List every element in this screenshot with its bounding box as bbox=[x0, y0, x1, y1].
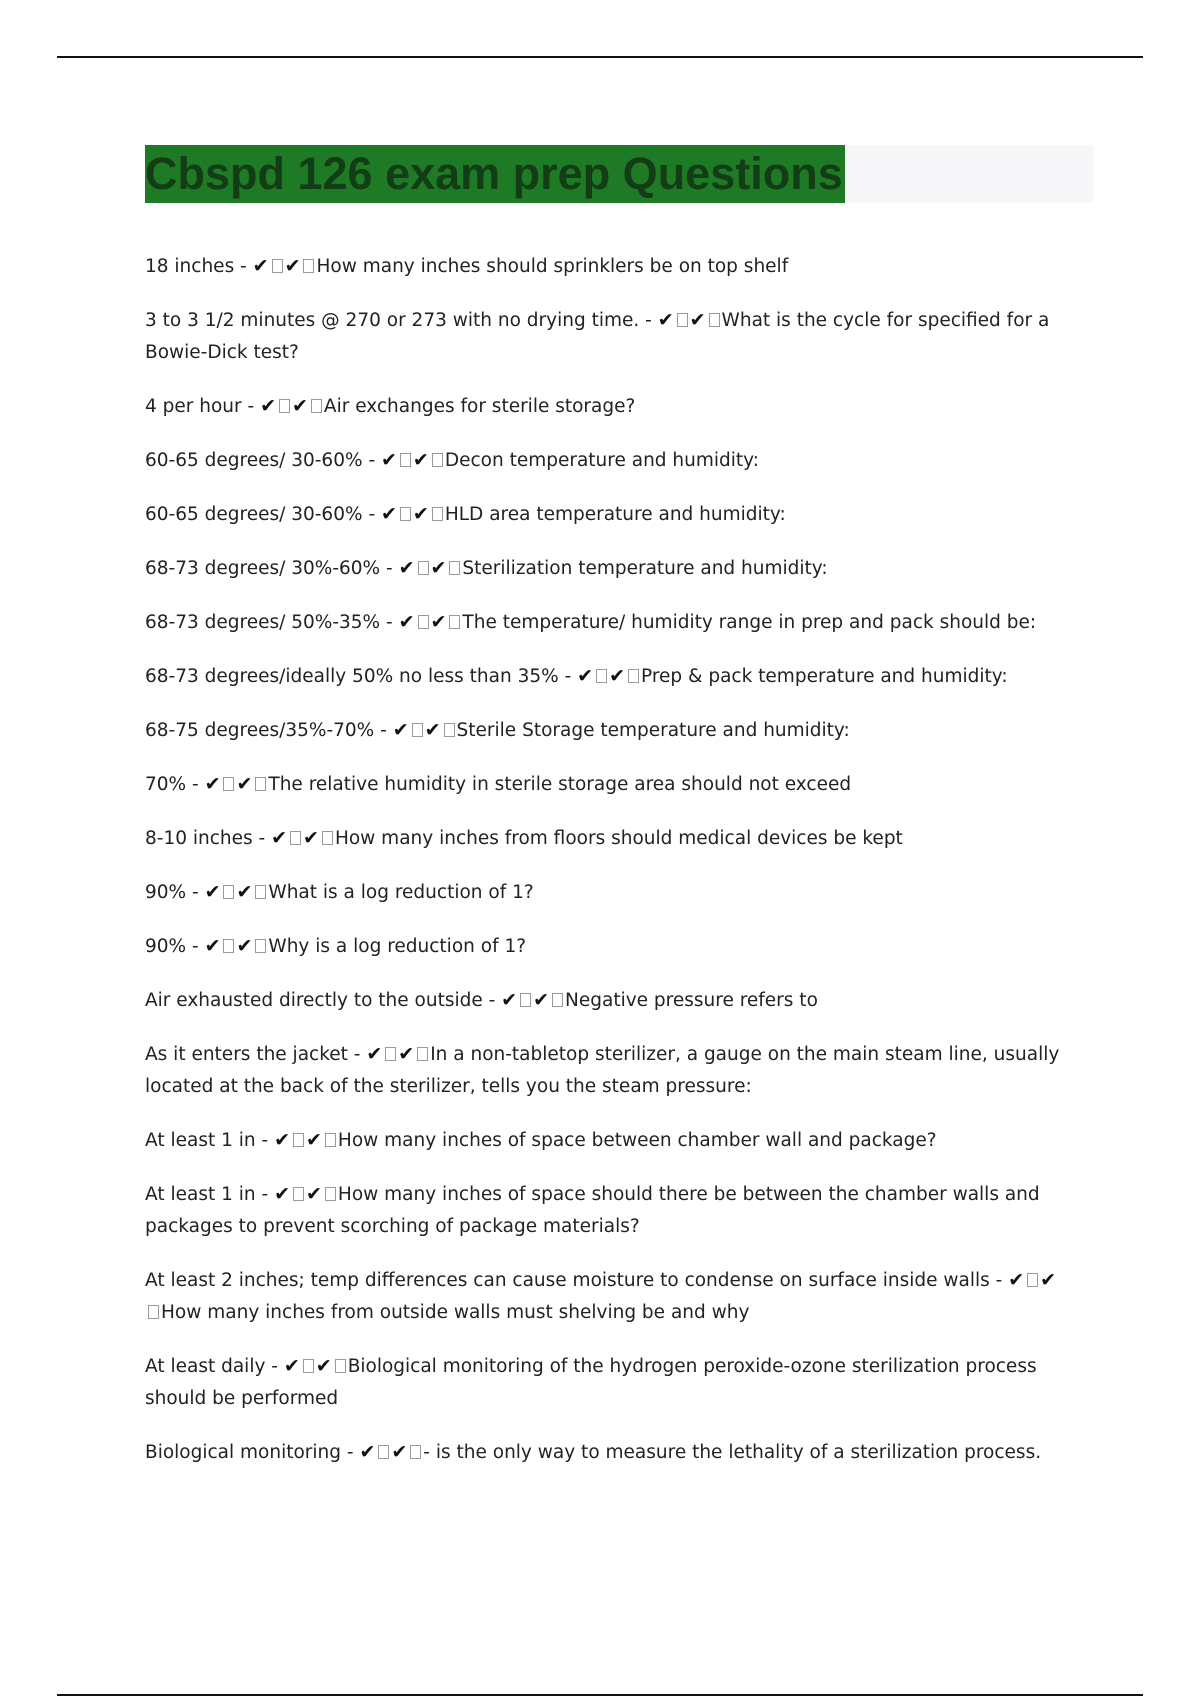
box-icon bbox=[418, 561, 429, 575]
box-icon bbox=[677, 313, 688, 327]
answer-text: Biological monitoring bbox=[145, 1442, 342, 1463]
check-icon: ✔ bbox=[412, 449, 429, 471]
answer-text: At least 2 inches; temp differences can cause moisture to condense on surface inside walls bbox=[145, 1270, 990, 1291]
box-icon bbox=[417, 1047, 428, 1061]
answer-text: 68-73 degrees/ 50%-35% bbox=[145, 612, 381, 633]
check-icon: ✔ bbox=[274, 1183, 290, 1205]
box-icon bbox=[325, 1187, 336, 1201]
box-icon bbox=[293, 1133, 304, 1147]
question-text: HLD area temperature and humidity: bbox=[444, 504, 786, 525]
qa-item bbox=[145, 660, 1060, 693]
check-icon: ✔ bbox=[274, 1129, 290, 1151]
separator: - bbox=[374, 720, 393, 741]
box-icon bbox=[279, 399, 290, 413]
box-icon bbox=[290, 831, 301, 845]
question-text: Sterilization temperature and humidity: bbox=[462, 558, 828, 579]
question-text: Why is a log reduction of 1? bbox=[268, 936, 527, 957]
check-icon: ✔ bbox=[204, 773, 221, 795]
separator: - bbox=[558, 666, 578, 687]
separator: - bbox=[255, 1130, 275, 1151]
question-text: What is a log reduction of 1? bbox=[268, 882, 534, 903]
answer-text: 4 per hour bbox=[145, 396, 242, 417]
check-icon: ✔ bbox=[305, 1183, 322, 1205]
check-icon: ✔ bbox=[236, 935, 253, 957]
answer-text: 68-75 degrees/35%-70% bbox=[145, 720, 375, 741]
box-icon bbox=[272, 259, 283, 273]
separator: - bbox=[380, 612, 399, 633]
separator: - bbox=[989, 1270, 1009, 1291]
box-icon bbox=[552, 993, 563, 1007]
qa-item bbox=[145, 984, 1060, 1017]
answer-text: At least 1 in bbox=[145, 1130, 256, 1151]
separator: - bbox=[341, 1442, 360, 1463]
check-icon: ✔ bbox=[284, 255, 301, 277]
check-icon: ✔ bbox=[204, 881, 221, 903]
answer-text: 60-65 degrees/ 30-60% bbox=[145, 504, 363, 525]
box-icon bbox=[293, 1187, 304, 1201]
question-text: The relative humidity in sterile storage area should not exceed bbox=[268, 774, 852, 795]
separator: - bbox=[265, 1356, 284, 1377]
question-text: Biological monitoring of the hydrogen peroxide-ozone sterilization process should be performed bbox=[145, 1356, 1037, 1409]
question-text: How many inches of space should there be between the chamber walls and packages to prevent scorching of package materials? bbox=[145, 1184, 1040, 1237]
question-text: Air exchanges for sterile storage? bbox=[323, 396, 636, 417]
box-icon bbox=[385, 1047, 396, 1061]
check-icon: ✔ bbox=[501, 989, 518, 1011]
separator: - bbox=[362, 450, 381, 471]
question-text: The temperature/ humidity range in prep and pack should be: bbox=[462, 612, 1037, 633]
check-icon: ✔ bbox=[366, 1043, 383, 1065]
box-icon bbox=[418, 615, 429, 629]
box-icon bbox=[255, 885, 266, 899]
check-icon: ✔ bbox=[430, 557, 447, 579]
question-text: How many inches should sprinklers be on top shelf bbox=[316, 256, 789, 277]
answer-text: 90% bbox=[145, 882, 187, 903]
check-icon: ✔ bbox=[315, 1355, 332, 1377]
separator: - bbox=[255, 1184, 275, 1205]
check-icon: ✔ bbox=[657, 309, 674, 331]
separator: - bbox=[482, 990, 502, 1011]
check-icon: ✔ bbox=[412, 503, 429, 525]
separator: - bbox=[380, 558, 399, 579]
check-icon: ✔ bbox=[689, 309, 706, 331]
box-icon bbox=[1027, 1273, 1038, 1287]
qa-item bbox=[145, 1124, 1060, 1157]
qa-item bbox=[145, 304, 1060, 369]
box-icon bbox=[325, 1133, 336, 1147]
bottom-rule bbox=[57, 1694, 1143, 1696]
qa-item bbox=[145, 930, 1060, 963]
box-icon bbox=[432, 453, 443, 467]
box-icon bbox=[449, 561, 460, 575]
answer-text: At least daily bbox=[145, 1356, 266, 1377]
qa-item bbox=[145, 768, 1060, 801]
qa-item bbox=[145, 390, 1060, 423]
check-icon: ✔ bbox=[398, 1043, 415, 1065]
box-icon bbox=[628, 669, 639, 683]
check-icon: ✔ bbox=[292, 395, 308, 417]
qa-item bbox=[145, 444, 1060, 477]
box-icon bbox=[255, 777, 266, 791]
box-icon bbox=[223, 939, 234, 953]
qa-item bbox=[145, 1178, 1060, 1243]
box-icon bbox=[148, 1305, 159, 1319]
qa-item bbox=[145, 1038, 1060, 1103]
separator: - bbox=[347, 1044, 367, 1065]
separator: - bbox=[252, 828, 272, 849]
qa-item bbox=[145, 1350, 1060, 1415]
answer-text: 68-73 degrees/ 30%-60% bbox=[145, 558, 381, 579]
box-icon bbox=[520, 993, 531, 1007]
qa-item bbox=[145, 606, 1060, 639]
page-title: Cbspd 126 exam prep Questions bbox=[145, 148, 843, 199]
box-icon bbox=[444, 723, 455, 737]
separator: - bbox=[639, 310, 658, 331]
check-icon: ✔ bbox=[609, 665, 625, 687]
check-icon: ✔ bbox=[236, 773, 253, 795]
check-icon: ✔ bbox=[271, 827, 288, 849]
answer-text: 3 to 3 1/2 minutes @ 270 or 273 with no drying time. bbox=[145, 310, 640, 331]
check-icon: ✔ bbox=[381, 449, 397, 471]
box-icon bbox=[322, 831, 333, 845]
title-highlight bbox=[145, 145, 845, 203]
check-icon: ✔ bbox=[260, 395, 276, 417]
answer-text: As it enters the jacket bbox=[145, 1044, 348, 1065]
separator: - bbox=[362, 504, 381, 525]
qa-item bbox=[145, 1264, 1060, 1329]
separator: - bbox=[234, 256, 253, 277]
qa-item bbox=[145, 1436, 1060, 1469]
check-icon: ✔ bbox=[359, 1441, 376, 1463]
check-icon: ✔ bbox=[533, 989, 550, 1011]
question-text: Negative pressure refers to bbox=[565, 990, 818, 1011]
check-icon: ✔ bbox=[430, 611, 447, 633]
check-icon: ✔ bbox=[236, 881, 253, 903]
box-icon bbox=[378, 1445, 389, 1459]
check-icon: ✔ bbox=[204, 935, 221, 957]
top-rule bbox=[57, 56, 1143, 58]
check-icon: ✔ bbox=[303, 827, 319, 849]
check-icon: ✔ bbox=[577, 665, 594, 687]
qa-item bbox=[145, 876, 1060, 909]
box-icon bbox=[709, 313, 720, 327]
question-text: How many inches from floors should medical devices be kept bbox=[334, 828, 903, 849]
box-icon bbox=[255, 939, 266, 953]
box-icon bbox=[303, 259, 314, 273]
check-icon: ✔ bbox=[398, 557, 415, 579]
qa-list bbox=[145, 250, 1060, 1490]
answer-text: At least 1 in bbox=[145, 1184, 256, 1205]
box-icon bbox=[410, 1445, 421, 1459]
separator: - bbox=[186, 936, 205, 957]
qa-item bbox=[145, 714, 1060, 747]
box-icon bbox=[400, 453, 411, 467]
question-text: Decon temperature and humidity: bbox=[444, 450, 760, 471]
box-icon bbox=[449, 615, 460, 629]
answer-text: Air exhausted directly to the outside bbox=[145, 990, 483, 1011]
question-text: Prep & pack temperature and humidity: bbox=[640, 666, 1008, 687]
question-text: How many inches from outside walls must shelving be and why bbox=[161, 1302, 750, 1323]
answer-text: 70% bbox=[145, 774, 187, 795]
box-icon bbox=[596, 669, 607, 683]
question-text: What is the cycle for specified for a Bowie-Dick test? bbox=[145, 310, 1050, 363]
separator: - bbox=[186, 882, 205, 903]
box-icon bbox=[223, 885, 234, 899]
box-icon bbox=[335, 1359, 346, 1373]
separator: - bbox=[186, 774, 205, 795]
box-icon bbox=[432, 507, 443, 521]
box-icon bbox=[311, 399, 322, 413]
check-icon: ✔ bbox=[392, 719, 409, 741]
check-icon: ✔ bbox=[1008, 1269, 1025, 1291]
check-icon: ✔ bbox=[305, 1129, 322, 1151]
answer-text: 60-65 degrees/ 30-60% bbox=[145, 450, 363, 471]
question-text: In a non-tabletop sterilizer, a gauge on the main steam line, usually located at the back of the sterilizer, tells you the steam pressure: bbox=[145, 1044, 1060, 1097]
qa-item bbox=[145, 822, 1060, 855]
answer-text: 90% bbox=[145, 936, 187, 957]
question-text: Sterile Storage temperature and humidity: bbox=[456, 720, 850, 741]
box-icon bbox=[303, 1359, 314, 1373]
box-icon bbox=[412, 723, 423, 737]
check-icon: ✔ bbox=[283, 1355, 300, 1377]
answer-text: 68-73 degrees/ideally 50% no less than 35% bbox=[145, 666, 559, 687]
check-icon: ✔ bbox=[424, 719, 441, 741]
qa-item bbox=[145, 552, 1060, 585]
check-icon: ✔ bbox=[381, 503, 397, 525]
check-icon: ✔ bbox=[398, 611, 415, 633]
qa-item bbox=[145, 250, 1060, 283]
qa-item bbox=[145, 498, 1060, 531]
check-icon: ✔ bbox=[252, 255, 269, 277]
answer-text: 18 inches bbox=[145, 256, 235, 277]
answer-text: 8-10 inches bbox=[145, 828, 253, 849]
separator: - bbox=[241, 396, 261, 417]
question-text: - is the only way to measure the lethality of a sterilization process. bbox=[423, 1442, 1042, 1463]
question-text: How many inches of space between chamber wall and package? bbox=[337, 1130, 937, 1151]
check-icon: ✔ bbox=[391, 1441, 408, 1463]
box-icon bbox=[223, 777, 234, 791]
check-icon: ✔ bbox=[1040, 1269, 1057, 1291]
box-icon bbox=[400, 507, 411, 521]
